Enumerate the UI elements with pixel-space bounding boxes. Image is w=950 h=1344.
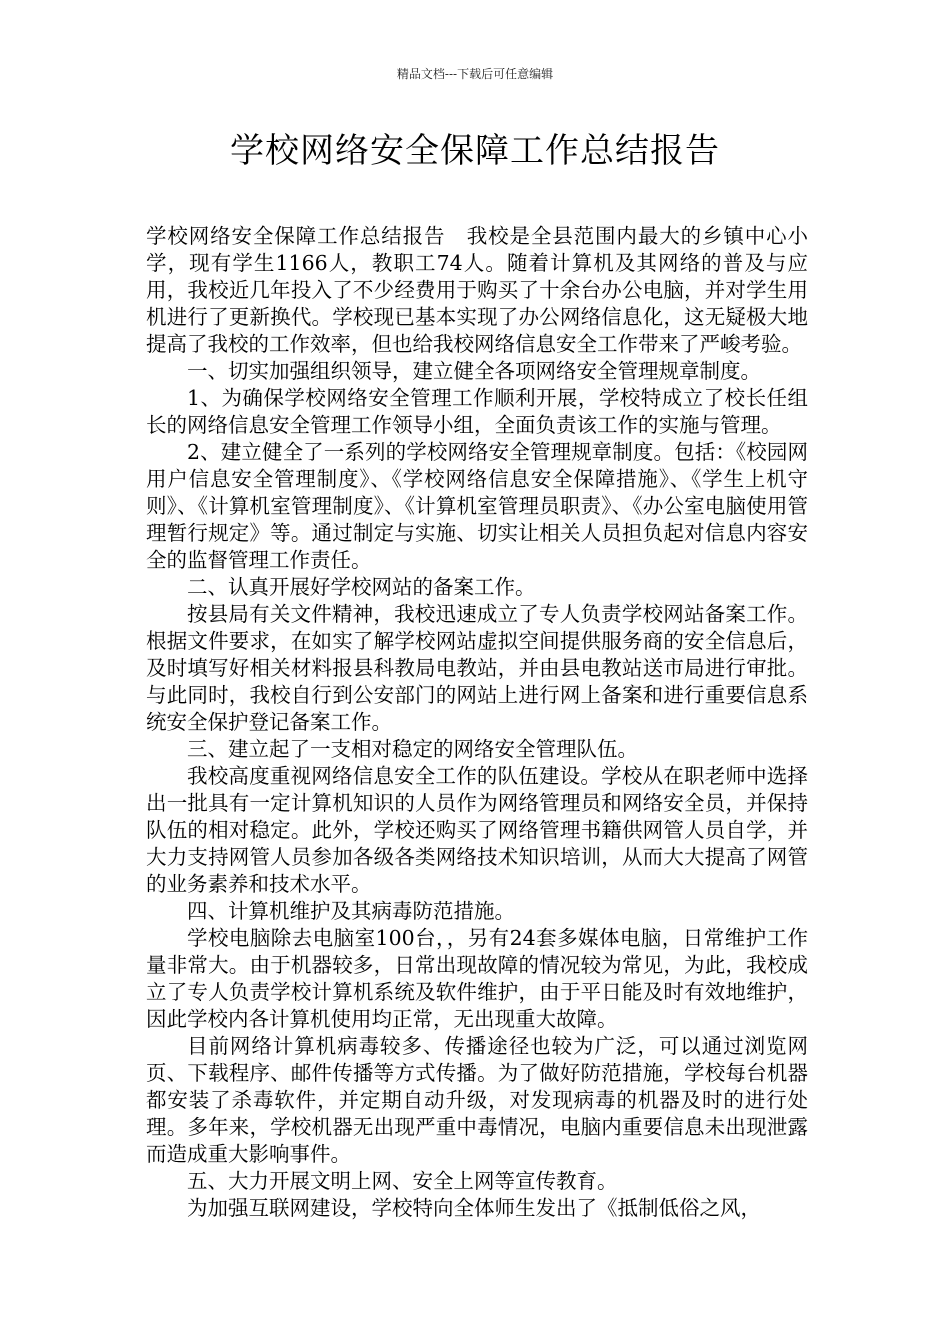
- body-paragraph: 学校电脑除去电脑室100台，，另有24套多媒体电脑，日常维护工作量非常大。由于机器较多，日常出现故障的情况较为常见，为此，我校成立了专人负责学校计算机系统及软件维护，由于平日能及时有效地维护，因此学校内各计算机使用均正常，无出现重大故障。: [146, 926, 808, 1031]
- document-title: 学校网络安全保障工作总结报告: [230, 131, 720, 171]
- section-heading: 五、大力开展文明上网、安全上网等宣传教育。: [187, 1169, 618, 1193]
- body-paragraph: 我校高度重视网络信息安全工作的队伍建设。学校从在职老师中选择出一批具有一定计算机知识的人员作为网络管理员和网络安全员，并保持队伍的相对稳定。此外，学校还购买了网络管理书籍供网管人员自学，并大力支持网管人员参加各级各类网络技术知识培训，从而大大提高了网管的业务素养和技术水平。: [146, 764, 808, 896]
- section-heading: 一、切实加强组织领导，建立健全各项网络安全管理规章制度。: [187, 359, 761, 383]
- body-paragraph: 目前网络计算机病毒较多、传播途径也较为广泛，可以通过浏览网页、下载程序、邮件传播等方式传播。为了做好防范措施，学校每台机器都安装了杀毒软件，并定期自动升级，对发现病毒的机器及时的进行处理。多年来，学校机器无出现严重中毒情况，电脑内重要信息未出现泄露而造成重大影响事件。: [146, 1034, 808, 1166]
- section-heading: 四、计算机维护及其病毒防范措施。: [187, 899, 515, 923]
- body-paragraph: 按县局有关文件精神，我校迅速成立了专人负责学校网站备案工作。根据文件要求，在如实了解学校网站虚拟空间提供服务商的安全信息后，及时填写好相关材料报县科教局电教站，并由县电教站送市局进行审批。与此同时，我校自行到公安部门的网站上进行网上备案和进行重要信息系统安全保护登记备案工作。: [146, 602, 808, 734]
- header-note: 精品文档---下载后可任意编辑: [396, 67, 554, 81]
- section-heading: 三、建立起了一支相对稳定的网络安全管理队伍。: [187, 737, 638, 761]
- body-paragraph: 1、为确保学校网络安全管理工作顺利开展，学校特成立了校长任组长的网络信息安全管理工作领导小组，全面负责该工作的实施与管理。: [146, 386, 808, 437]
- body-paragraph: 为加强互联网建设，学校特向全体师生发出了《抵制低俗之风，: [187, 1196, 761, 1220]
- section-heading: 二、认真开展好学校网站的备案工作。: [187, 575, 536, 599]
- document-body: [146, 223, 808, 1222]
- body-paragraph: 学校网络安全保障工作总结报告 我校是全县范围内最大的乡镇中心小学，现有学生1166人，教职工74人。随着计算机及其网络的普及与应用，我校近几年投入了不少经费用于购买了十余台办公电脑，并对学生用机进行了更新换代。学校现已基本实现了办公网络信息化，这无疑极大地提高了我校的工作效率，但也给我校网络信息安全工作带来了严峻考验。: [146, 224, 808, 356]
- body-paragraph: 2、建立健全了一系列的学校网络安全管理规章制度。包括：《校园网用户信息安全管理制度》、《学校网络信息安全保障措施》、《学生上机守则》、《计算机室管理制度》、《计算机室管理员职责》、《办公室电脑使用管理暂行规定》等。通过制定与实施、切实让相关人员担负起对信息内容安全的监督管理工作责任。: [146, 440, 808, 572]
